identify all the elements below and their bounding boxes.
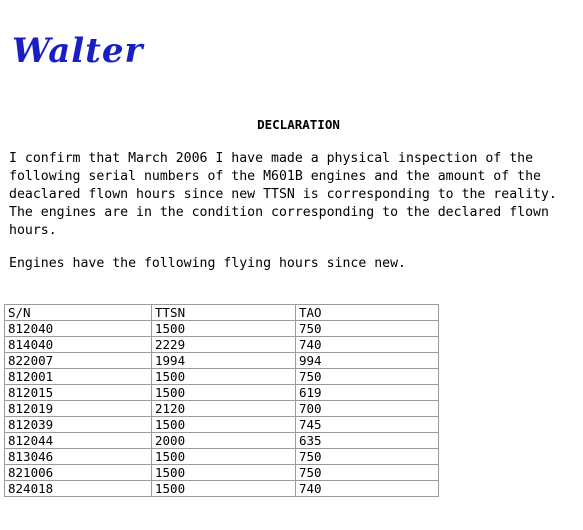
- table-row: [5, 321, 439, 337]
- cell-tao: 750: [296, 369, 439, 385]
- body-line: hours.: [9, 223, 57, 238]
- cell-ttsn: 1500: [152, 321, 296, 337]
- cell-sn: 812040: [5, 321, 152, 337]
- cell-sn: 812019: [5, 401, 152, 417]
- cell-tao: 740: [296, 481, 439, 497]
- table-row: [5, 337, 439, 353]
- walter-logo: [8, 30, 158, 76]
- engine-rows: [5, 321, 439, 497]
- table-header-row: [5, 305, 439, 321]
- cell-ttsn: 1500: [152, 417, 296, 433]
- cell-sn: 821006: [5, 465, 152, 481]
- cell-tao: 619: [296, 385, 439, 401]
- cell-ttsn: 2229: [152, 337, 296, 353]
- cell-ttsn: 1994: [152, 353, 296, 369]
- body-line: The engines are in the condition corresponding to the declared flown: [9, 205, 549, 220]
- cell-ttsn: 1500: [152, 465, 296, 481]
- cell-ttsn: 1500: [152, 385, 296, 401]
- header-sn: S/N: [5, 305, 152, 321]
- cell-ttsn: 2000: [152, 433, 296, 449]
- table-row: [5, 385, 439, 401]
- cell-sn: 814040: [5, 337, 152, 353]
- table-row: [5, 481, 439, 497]
- cell-tao: 700: [296, 401, 439, 417]
- cell-tao: 750: [296, 321, 439, 337]
- body-line: deaclared flown hours since new TTSN is corresponding to the reality.: [9, 187, 557, 202]
- table-row: [5, 417, 439, 433]
- table-row: [5, 353, 439, 369]
- cell-tao: 750: [296, 465, 439, 481]
- cell-sn: 812001: [5, 369, 152, 385]
- cell-ttsn: 2120: [152, 401, 296, 417]
- header-ttsn: TTSN: [152, 305, 296, 321]
- cell-sn: 824018: [5, 481, 152, 497]
- cell-tao: 745: [296, 417, 439, 433]
- table-row: [5, 465, 439, 481]
- intro-sentence: Engines have the following flying hours since new.: [9, 256, 406, 271]
- body-line: following serial numbers of the M601B engines and the amount of the: [9, 169, 541, 184]
- cell-sn: 822007: [5, 353, 152, 369]
- cell-sn: 813046: [5, 449, 152, 465]
- table-row: [5, 433, 439, 449]
- cell-tao: 740: [296, 337, 439, 353]
- header-tao: TAO: [296, 305, 439, 321]
- cell-sn: 812039: [5, 417, 152, 433]
- declaration-body: [9, 150, 579, 240]
- document-title: DECLARATION: [257, 117, 340, 132]
- cell-tao: 750: [296, 449, 439, 465]
- cell-ttsn: 1500: [152, 481, 296, 497]
- table-row: [5, 369, 439, 385]
- cell-sn: 812015: [5, 385, 152, 401]
- table-row: [5, 401, 439, 417]
- cell-tao: 635: [296, 433, 439, 449]
- table-row: [5, 449, 439, 465]
- walter-logo-text: Walter: [12, 31, 144, 71]
- cell-ttsn: 1500: [152, 449, 296, 465]
- cell-ttsn: 1500: [152, 369, 296, 385]
- walter-logo-graphic: [8, 30, 158, 76]
- cell-sn: 812044: [5, 433, 152, 449]
- cell-tao: 994: [296, 353, 439, 369]
- engine-hours-table: [4, 304, 439, 497]
- body-line: I confirm that March 2006 I have made a physical inspection of the: [9, 151, 534, 166]
